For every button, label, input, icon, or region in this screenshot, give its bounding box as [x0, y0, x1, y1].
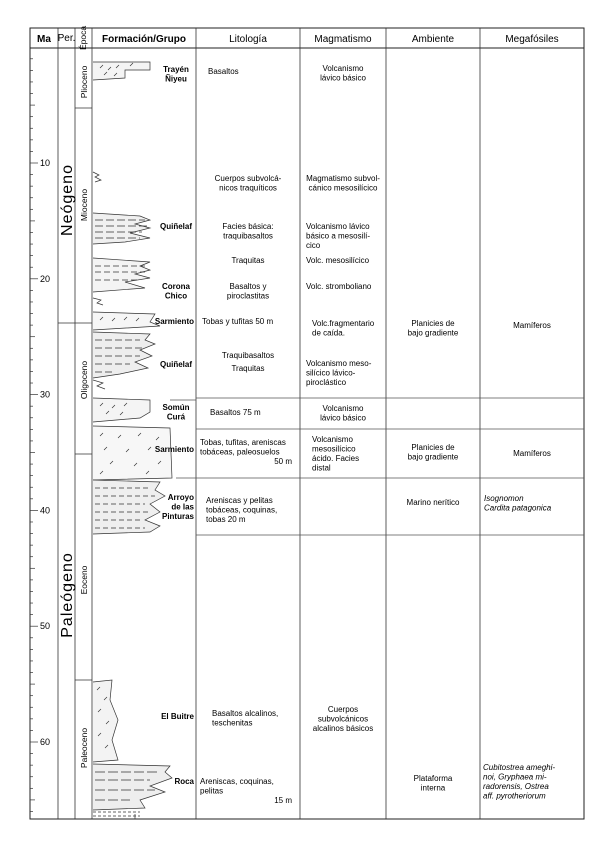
environment-text: Marino nerítico: [406, 498, 460, 507]
formation-name: Sarmiento: [154, 445, 194, 454]
lithology-descriptions: [200, 67, 292, 805]
ma-label: 30: [40, 389, 51, 400]
formation-name: Trayén Ñiyeu: [163, 65, 189, 84]
megafossil-text: Mamíferos: [513, 449, 551, 458]
lithology-text: Areniscas, coquinas, pelitas15 m: [200, 777, 292, 805]
formation-name: Quiñelaf: [159, 222, 193, 231]
magmatism-text: Volcanismo lávico básico a mesosilí-cico: [306, 222, 371, 250]
formation-name: Arroyo de las Pinturas: [161, 493, 194, 521]
header-ambiente: Ambiente: [411, 34, 455, 45]
formation-name: Quiñelaf: [159, 360, 193, 369]
magmatism-text: Volcanismo lávico básico: [320, 64, 366, 83]
lithology-text: Basaltos y piroclastitas: [226, 282, 270, 301]
ma-label: 10: [40, 158, 51, 168]
lithology-text: Traquibasaltos: [221, 351, 275, 360]
lithology-text: Tobas y tufitas 50 m: [202, 317, 274, 326]
lithology-text: Basaltos 75 m: [210, 408, 261, 417]
formation-name: Sarmiento: [154, 317, 194, 326]
header-litologia: Litología: [229, 34, 267, 45]
lithology-text: Areniscas y pelitas tobáceas, coquinas, tobas 20 m: [206, 496, 278, 524]
megafossil-text: Mamíferos: [513, 321, 551, 330]
lithology-text: Basaltos alcalinos, teschenitas: [212, 709, 279, 728]
formation-name: El Buitre: [161, 712, 194, 721]
magmatism-text: Volcanismo mesosilícico ácido. Facies distal: [312, 435, 360, 473]
lithology-text: Traquitas: [231, 364, 265, 373]
header-epoca: Época: [78, 25, 88, 51]
ma-label: 50: [40, 621, 51, 632]
header-formacion: Formación/Grupo: [102, 34, 186, 45]
table-frame: [30, 25, 584, 819]
period-paleogeno: Paleógeno: [59, 552, 76, 638]
epoch-oligoceno: Oligoceno: [79, 360, 89, 400]
magmatism-text: Volc. mesosilícico: [306, 256, 370, 265]
epoch-eoceno: Eoceno: [79, 565, 89, 595]
formation-name: Somún Curá: [162, 403, 190, 422]
ma-label: 40: [40, 505, 51, 516]
megafossil-text: Cubitostrea ameghi-noi, Gryphaea mi-radorensis, Ostrea aff. pyrotheriorum: [483, 763, 556, 801]
header-periodo: Per.: [57, 33, 76, 44]
formation-labels: [155, 65, 195, 786]
formation-name: Corona Chico: [162, 282, 190, 301]
ma-label: 20: [40, 273, 51, 284]
header-megafosiles: Megafósiles: [505, 34, 559, 45]
lithology-text: Basaltos: [208, 67, 239, 76]
environment-text: Planicies de bajo gradiente: [407, 319, 459, 338]
environment-text: Planicies de bajo gradiente: [407, 443, 459, 462]
magmatism-text: Magmatismo subvol-cánico mesosilícico: [306, 174, 380, 193]
formation-name: Roca: [174, 777, 194, 786]
header-magmatismo: Magmatismo: [314, 34, 372, 45]
column-dividers: [58, 25, 480, 819]
ma-scale: [30, 59, 50, 812]
lithology-text: Facies básica: traquibasaltos: [222, 222, 274, 241]
environment-text: Plataforma interna: [413, 774, 453, 793]
header-ma: Ma: [37, 34, 51, 45]
lithology-column: [93, 62, 172, 819]
lithology-text: Tobas, tufitas, areniscas tobáceas, paleosuelos 50 m: [200, 438, 292, 466]
ma-label: 60: [40, 737, 51, 747]
magmatism-descriptions: [306, 64, 380, 733]
magmatism-text: Volc.fragmentario de caída.: [312, 319, 375, 338]
environment-descriptions: [407, 319, 460, 793]
megafossil-text: Isognomon Cardita patagonica: [484, 494, 552, 513]
magmatism-text: Volcanismo meso-silícico lávico-piroclástico: [306, 359, 372, 387]
lithology-text: Traquitas: [231, 256, 265, 265]
epoch-plioceno: Plioceno: [79, 65, 89, 99]
epoch-mioceno: Mioceno: [79, 188, 89, 222]
megafossil-descriptions: [483, 321, 555, 801]
epoch-paleoceno: Paleoceno: [79, 727, 89, 769]
magmatism-text: Cuerpos subvolcánicos alcalinos básicos: [312, 705, 374, 733]
magmatism-text: Volc. stromboliano: [306, 282, 372, 291]
lithology-text: Cuerpos subvolcá-nicos traquíticos: [214, 174, 282, 193]
magmatism-text: Volcanismo lávico básico: [320, 404, 366, 423]
period-neogeno: Neógeno: [59, 164, 76, 236]
